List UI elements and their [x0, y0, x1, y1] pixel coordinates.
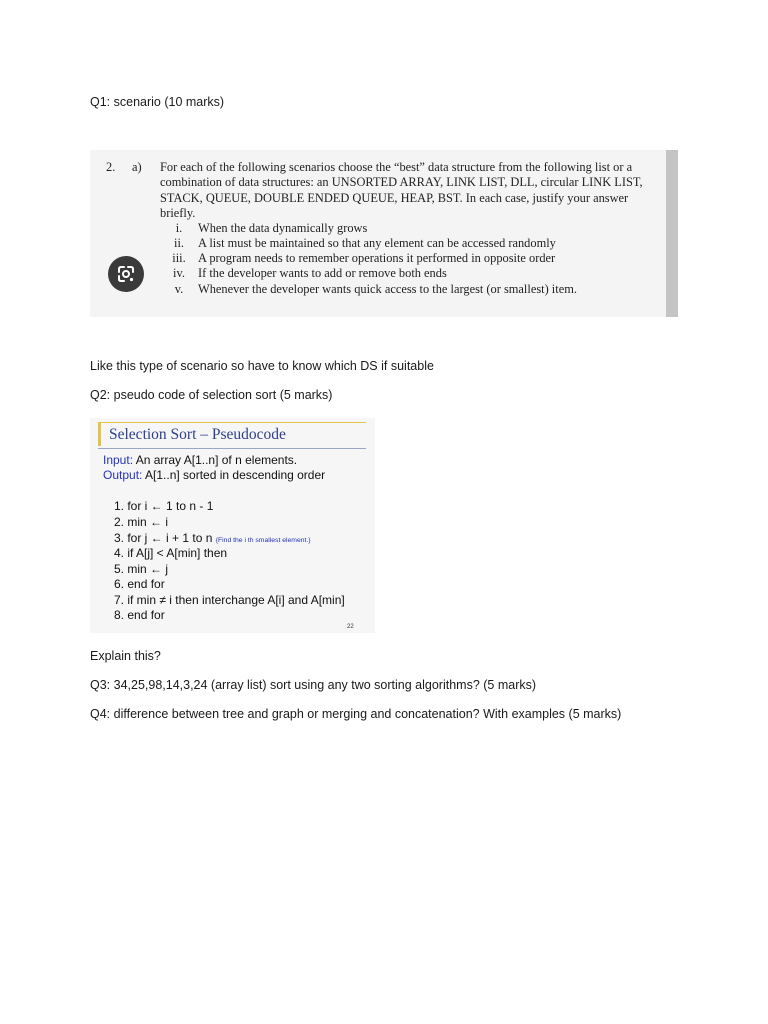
pseudocode-line: 5. min ← j	[114, 562, 169, 576]
slide-title-rule	[98, 448, 366, 449]
q1-heading: Q1: scenario (10 marks)	[90, 95, 225, 109]
slide-title: Selection Sort – Pseudocode	[109, 426, 286, 443]
image-scrollbar	[666, 150, 678, 317]
pseudocode-line: 2. min ← i	[114, 515, 169, 529]
question-part: a)	[132, 160, 142, 174]
output-line: Output: A[1..n] sorted in descending order	[103, 468, 326, 482]
pseudocode-line: 7. if min ≠ i then interchange A[i] and A[min]	[114, 593, 345, 607]
q2-heading: Q2: pseudo code of selection sort (5 marks)	[90, 388, 333, 402]
pseudocode-line: 6. end for	[114, 577, 165, 591]
pseudocode-line: 4. if A[j] < A[min] then	[114, 546, 228, 560]
question-paragraph: For each of the following scenarios choose the “best” data structure from the following list or a combination of data structures: an UNSORTED ARRAY, LINK LIST, DLL, circular LINK LIST, STACK, QUEUE, DOUBLE ENDED QUEUE, HEAP, BST. In each case, justify your answer briefly.	[160, 160, 643, 220]
scenario-item: iv. If the developer wants to add or remove both ends	[173, 266, 447, 280]
scenario-item: ii. A list must be maintained so that any element can be accessed randomly	[174, 236, 556, 250]
slide-page-number: 22	[347, 624, 354, 630]
q4-heading: Q4: difference between tree and graph or merging and concatenation? With examples (5 marks)	[90, 707, 622, 721]
comment-explain: Explain this?	[90, 649, 161, 663]
scenario-item: v. Whenever the developer wants quick access to the largest (or smallest) item.	[174, 282, 577, 296]
slide-top-rule	[98, 422, 366, 423]
comment-scenario: Like this type of scenario so have to know which DS if suitable	[90, 359, 434, 373]
scenario-item: iii. A program needs to remember operations it performed in opposite order	[172, 251, 556, 265]
pseudocode-line: 8. end for	[114, 608, 165, 622]
pseudocode-line: 3. for j ← i + 1 to n {Find the i th smallest element.}	[114, 531, 311, 545]
pseudocode-comment: {Find the i th smallest element.}	[215, 537, 311, 544]
q3-heading: Q3: 34,25,98,14,3,24 (array list) sort using any two sorting algorithms? (5 marks)	[90, 678, 537, 692]
input-line: Input: An array A[1..n] of n elements.	[103, 453, 298, 467]
pseudocode-line: 1. for i ← 1 to n - 1	[114, 499, 214, 513]
slide-accent-bar	[98, 422, 101, 446]
question-number: 2.	[106, 160, 116, 174]
exam-question-image	[90, 150, 678, 317]
scenario-item: i. When the data dynamically grows	[175, 221, 368, 235]
selection-sort-slide	[90, 418, 375, 633]
google-lens-icon[interactable]	[108, 256, 144, 292]
